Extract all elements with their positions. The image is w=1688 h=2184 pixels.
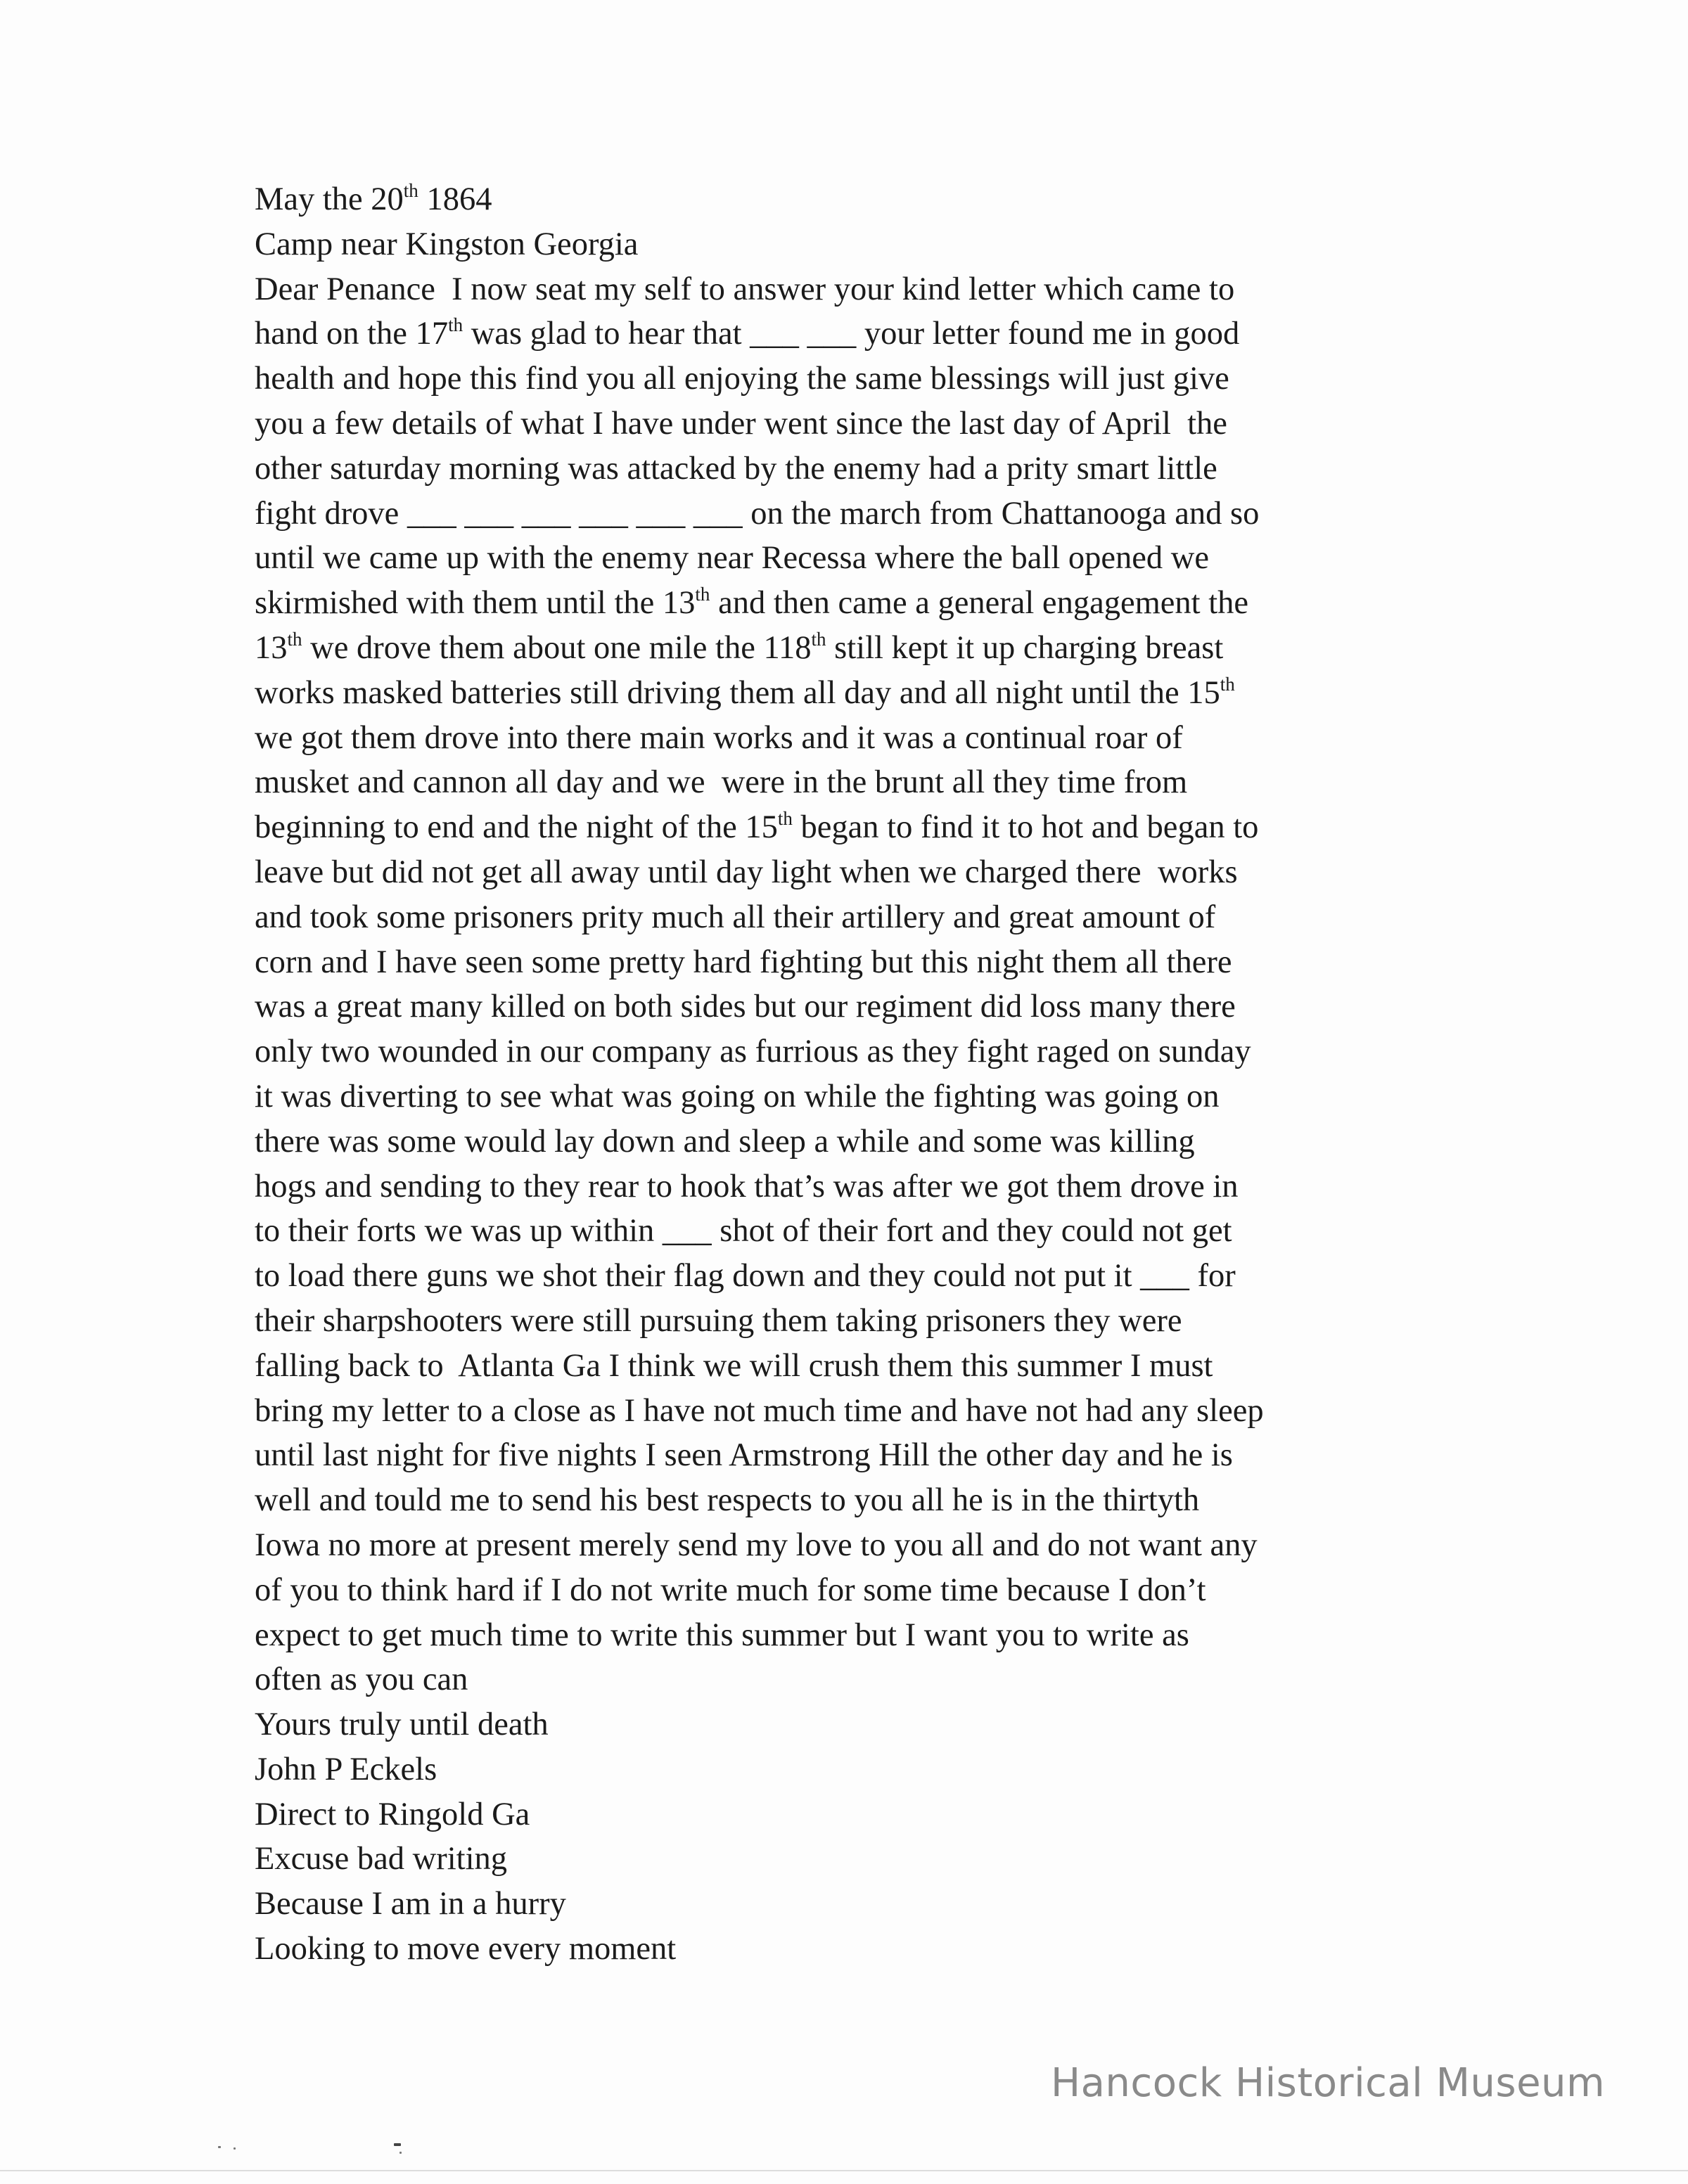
line-text: still kept it up charging breast: [826, 629, 1224, 666]
line-text: until we came up with the enemy near Recessa where the ball opened we: [255, 540, 1210, 577]
closing-line: Direct to Ringold Ga: [255, 1796, 530, 1832]
line-text: there was some would lay down and sleep a while and some was killing: [255, 1123, 1195, 1160]
letter-line: [255, 581, 1478, 626]
letter-line: [255, 447, 1478, 492]
line-text: to their forts we was up within ___ shot of their fort and they could not get: [255, 1213, 1232, 1250]
line-text: well and tould me to send his best respects to you all he is in the thirtyth: [255, 1482, 1200, 1519]
line-text: often as you can: [255, 1662, 468, 1698]
line-text: beginning to end and the night of the 15: [255, 809, 778, 846]
letter-line: [255, 850, 1478, 895]
museum-watermark: Hancock Historical Museum: [1051, 2060, 1606, 2106]
letter-line: [255, 492, 1478, 537]
line-text: you a few details of what I have under went since the last day of April the: [255, 405, 1227, 442]
letter-line: [255, 984, 1478, 1029]
letter-closing: [255, 1702, 1478, 1972]
letter-body: [255, 267, 1478, 1703]
line-text: other saturday morning was attacked by the enemy had a prity smart little: [255, 450, 1217, 487]
line-text: bring my letter to a close as I have not much time and have not had any sleep: [255, 1392, 1264, 1429]
line-text: corn and I have seen some pretty hard fighting but this night them all there: [255, 944, 1232, 980]
letter-line: [255, 1299, 1478, 1344]
letter-line: [255, 1389, 1478, 1434]
letter-line: [255, 760, 1478, 805]
letter-text: [255, 177, 1478, 1972]
closing-line: John P Eckels: [255, 1751, 437, 1787]
scan-edge: [0, 2170, 1688, 2171]
line-text: we drove them about one mile the 118: [302, 629, 812, 666]
letter-line: [255, 1568, 1478, 1613]
line-text: it was diverting to see what was going on while the fighting was going on: [255, 1078, 1220, 1115]
closing-line: Because I am in a hurry: [255, 1886, 566, 1922]
letter-line: [255, 356, 1478, 402]
line-text: expect to get much time to write this summer but I want you to write as: [255, 1617, 1189, 1653]
date-year: 1864: [418, 181, 492, 217]
scan-speck: [394, 2143, 401, 2146]
line-text: skirmished with them until the 13: [255, 585, 696, 622]
letter-line: [255, 1433, 1478, 1478]
letter-line: [255, 536, 1478, 581]
letter-line: [255, 805, 1478, 850]
line-text: was a great many killed on both sides but our regiment did loss many there: [255, 989, 1236, 1025]
scan-speck: [399, 2152, 402, 2154]
letter-line: [255, 1164, 1478, 1209]
line-text: to load there guns we shot their flag down and they could not put it ___ for: [255, 1258, 1236, 1295]
line-text: of you to think hard if I do not write much for some time because I don’t: [255, 1572, 1206, 1608]
letter-line: [255, 940, 1478, 985]
letter-line: [255, 1254, 1478, 1299]
line-text: leave but did not get all away until day light when we charged there works: [255, 854, 1238, 890]
ordinal-superscript: th: [777, 808, 793, 830]
letter-line: [255, 671, 1478, 716]
ordinal-superscript: th: [287, 628, 302, 650]
line-text: their sharpshooters were still pursuing them taking prisoners they were: [255, 1302, 1182, 1339]
letter-line: [255, 1074, 1478, 1119]
letter-line: [255, 1209, 1478, 1254]
line-text: and took some prisoners prity much all their artillery and great amount of: [255, 899, 1216, 935]
letter-line: [255, 1523, 1478, 1568]
line-text: until last night for five nights I seen Armstrong Hill the other day and he is: [255, 1437, 1233, 1474]
letter-line: [255, 311, 1478, 356]
line-text: Dear Penance I now seat my self to answer your kind letter which came to: [255, 271, 1235, 307]
scan-speck: [218, 2146, 221, 2148]
ordinal-superscript: th: [448, 314, 463, 336]
closing-line: Looking to move every moment: [255, 1931, 677, 1967]
letter-line: [255, 895, 1478, 940]
line-text: and then came a general engagement the: [710, 585, 1249, 622]
line-text: fight drove ___ ___ ___ ___ ___ ___ on the march from Chattanooga and so: [255, 495, 1260, 532]
line-text: Iowa no more at present merely send my love to you all and do not want any: [255, 1527, 1258, 1563]
line-text: we got them drove into there main works and it was a continual roar of: [255, 719, 1183, 756]
letter-line: [255, 1657, 1478, 1702]
scan-speck: [234, 2147, 236, 2150]
line-text: was glad to hear that ___ ___ your letter found me in good: [463, 316, 1240, 352]
letter-line: [255, 1344, 1478, 1389]
closing-line: Excuse bad writing: [255, 1841, 507, 1877]
letter-line: [255, 1478, 1478, 1523]
date-text: May the 20: [255, 181, 404, 217]
letter-line: [255, 1613, 1478, 1658]
line-text: hogs and sending to they rear to hook that’s was after we got them drove in: [255, 1168, 1239, 1205]
ordinal-superscript: th: [811, 628, 826, 650]
closing-line: Yours truly until death: [255, 1707, 549, 1743]
ordinal-superscript: th: [1220, 673, 1235, 695]
line-text: falling back to Atlanta Ga I think we will crush them this summer I must: [255, 1347, 1213, 1384]
letter-line: [255, 267, 1478, 312]
line-text: hand on the 17: [255, 316, 449, 352]
letter-date: [255, 177, 1478, 222]
letter-line: [255, 402, 1478, 447]
date-superscript: th: [403, 180, 418, 201]
letter-line: [255, 1119, 1478, 1164]
line-text: musket and cannon all day and we were in the brunt all they time from: [255, 764, 1188, 801]
line-text: 13: [255, 629, 288, 666]
line-text: began to find it to hot and began to: [792, 809, 1259, 846]
ordinal-superscript: th: [695, 584, 710, 605]
line-text: works masked batteries still driving them all day and all night until the 15: [255, 674, 1220, 711]
letter-line: [255, 1029, 1478, 1074]
line-text: health and hope this find you all enjoying the same blessings will just give: [255, 361, 1229, 397]
letter-line: [255, 716, 1478, 761]
letter-location: Camp near Kingston Georgia: [255, 226, 639, 262]
line-text: only two wounded in our company as furrious as they fight raged on sunday: [255, 1034, 1251, 1070]
letter-line: [255, 626, 1478, 671]
